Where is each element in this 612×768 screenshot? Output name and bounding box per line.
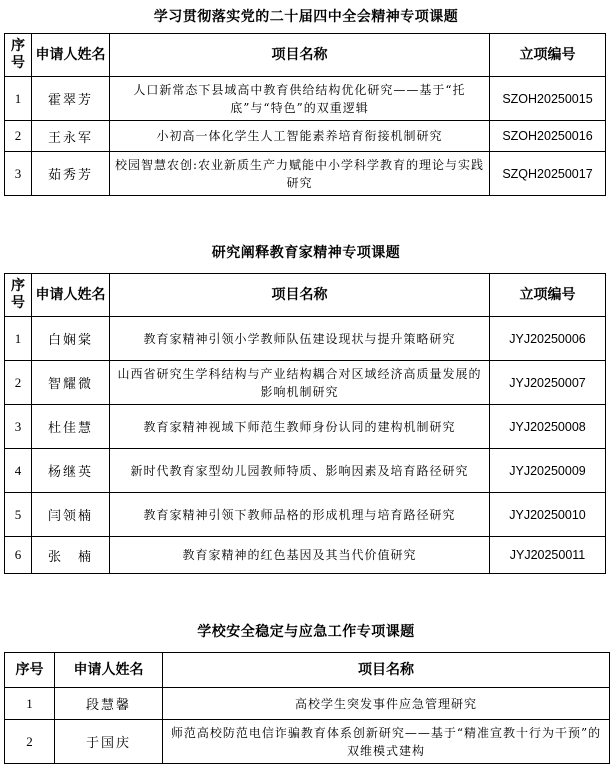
row-code: JYJ20250006 [490,317,606,361]
table-row [5,317,606,361]
row-project: 高校学生突发事件应急管理研究 [163,688,610,720]
header-code: 立项编号 [490,274,606,317]
row-applicant: 于国庆 [55,720,163,764]
header-applicant: 申请人姓名 [55,653,163,688]
row-applicant: 段慧馨 [55,688,163,720]
row-applicant: 杨继英 [32,449,110,493]
section-title: 学习贯彻落实党的二十届四中全会精神专项课题 [153,9,459,25]
row-project: 新时代教育家型幼儿园教师特质、影响因素及培育路径研究 [110,449,490,493]
row-applicant: 白娴棠 [32,317,110,361]
row-no: 5 [5,493,32,537]
row-code: JYJ20250009 [490,449,606,493]
row-applicant: 张 楠 [32,537,110,574]
row-applicant: 智耀微 [32,361,110,405]
project-table [4,652,610,764]
header-code: 立项编号 [490,34,606,77]
row-applicant: 闫领楠 [32,493,110,537]
row-project: 人口新常态下县域高中教育供给结构优化研究——基于“托底”与“特色”的双重逻辑 [110,77,490,121]
table-row [5,688,610,720]
header-no: 序号 [5,274,32,317]
row-no: 6 [5,537,32,574]
row-project: 教育家精神视域下师范生教师身份认同的建构机制研究 [110,405,490,449]
project-table [4,33,606,196]
table-row [5,152,606,196]
row-no: 1 [5,317,32,361]
header-project: 项目名称 [110,274,490,317]
header-no: 序号 [5,34,32,77]
section-title: 研究阐释教育家精神专项课题 [211,245,401,261]
table-row [5,537,606,574]
row-applicant: 王永军 [32,121,110,152]
header-project: 项目名称 [110,34,490,77]
row-code: SZOH20250016 [490,121,606,152]
row-no: 1 [5,688,55,720]
header-no: 序号 [5,653,55,688]
row-applicant: 杜佳慧 [32,405,110,449]
row-code: JYJ20250011 [490,537,606,574]
row-project: 师范高校防范电信诈骗教育体系创新研究——基于“精准宣教十行为干预”的双维模式建构 [163,720,610,764]
table-row [5,405,606,449]
row-project: 教育家精神引领小学教师队伍建设现状与提升策略研究 [110,317,490,361]
row-project: 小初高一体化学生人工智能素养培育衔接机制研究 [110,121,490,152]
section-title: 学校安全稳定与应急工作专项课题 [197,624,415,640]
table-header-row [5,34,606,77]
row-no: 2 [5,720,55,764]
row-project: 教育家精神引领下教师品格的形成机理与培育路径研究 [110,493,490,537]
row-no: 4 [5,449,32,493]
table-row [5,361,606,405]
row-no: 2 [5,361,32,405]
row-project: 教育家精神的红色基因及其当代价值研究 [110,537,490,574]
row-code: JYJ20250010 [490,493,606,537]
row-project: 山西省研究生学科结构与产业结构耦合对区域经济高质量发展的影响机制研究 [110,361,490,405]
table-header-row [5,274,606,317]
row-no: 1 [5,77,32,121]
table-row [5,720,610,764]
header-project: 项目名称 [163,653,610,688]
table-header-row [5,653,610,688]
row-no: 3 [5,405,32,449]
row-applicant: 霍翠芳 [32,77,110,121]
table-row [5,121,606,152]
row-code: SZQH20250017 [490,152,606,196]
row-code: JYJ20250007 [490,361,606,405]
row-code: SZOH20250015 [490,77,606,121]
header-applicant: 申请人姓名 [32,274,110,317]
row-code: JYJ20250008 [490,405,606,449]
row-project: 校园智慧农创:农业新质生产力赋能中小学科学教育的理论与实践研究 [110,152,490,196]
row-applicant: 茹秀芳 [32,152,110,196]
table-row [5,449,606,493]
row-no: 3 [5,152,32,196]
row-no: 2 [5,121,32,152]
table-row [5,77,606,121]
project-table [4,273,606,574]
header-applicant: 申请人姓名 [32,34,110,77]
table-row [5,493,606,537]
